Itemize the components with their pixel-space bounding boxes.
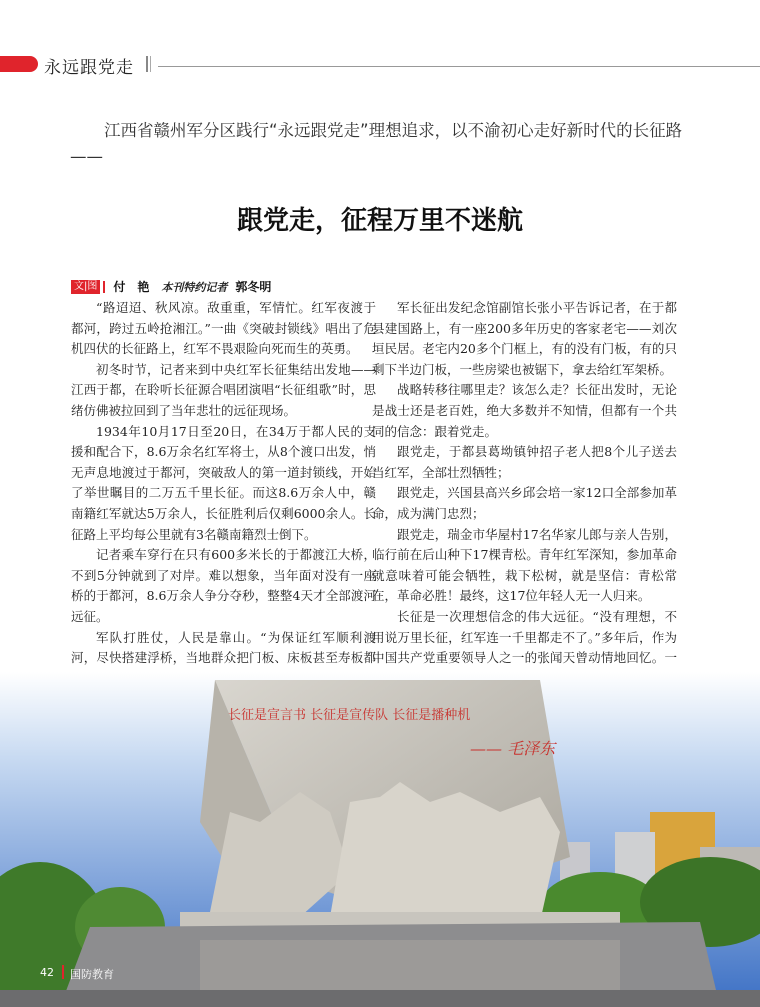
page-number: 42: [40, 966, 54, 979]
author-name: 付 艳: [113, 280, 150, 294]
paragraph: 军长征出发纪念馆副馆长张小平告诉记者，在于都县建国路上，有一座200多年历史的客家老宅——刘次垣民居。老宅内20多个门框上，有的没有门板，有的只剩下半边门板，一些房梁也被锯下，拿去给红军架桥。: [372, 300, 677, 377]
byline-tag: 文|图: [71, 280, 100, 294]
monument-signature: —— 毛泽东: [470, 739, 556, 758]
magazine-name: 国防教育: [70, 968, 114, 981]
paragraph: 战略转移往哪里走？该怎么走？长征出发时，无论是战士还是老百姓，绝大多数并不知情，但都有一个共同的信念：跟着党走。: [372, 382, 677, 439]
byline-bar: [103, 281, 105, 293]
paragraph: 跟党走，兴国县高兴乡邱会培一家12口全部参加革命，成为满门忠烈；: [372, 485, 677, 521]
paragraph: “路迢迢、秋风凉。敌重重，军情忙。红军夜渡于都河，跨过五岭抢湘江。”一曲《突破封锁线》唱出了危机四伏的长征路上，红军不畏艰险向死而生的英勇。: [71, 300, 376, 357]
divider: [146, 56, 148, 72]
left-column: [71, 298, 376, 710]
footer-divider: [62, 965, 64, 979]
divider: [150, 56, 151, 72]
lead-paragraph: 江西省赣州军分区践行“永远跟党走”理想追求，以不渝初心走好新时代的长征路——: [70, 121, 683, 166]
monument-slogan: 长征是宣言书 长征是宣传队 长征是播种机: [228, 708, 471, 723]
section-marker: [0, 56, 38, 72]
section-title: 永远跟党走: [44, 58, 134, 78]
header-rule: [158, 66, 760, 67]
byline: [71, 278, 271, 295]
right-column: [372, 298, 677, 689]
monument-photo: [0, 672, 760, 1007]
paragraph: 军队打胜仗，人民是靠山。“为保证红军顺利渡河，尽快搭建浮桥，当地群众把门板、床板甚至寿板都: [71, 629, 376, 666]
paragraph: 跟党走，瑞金市华屋村17名华家儿郎与亲人告别，临行前在后山种下17棵青松。青年红军深知，参加革命就意味着可能会牺牲，栽下松树，就是坚信：青松常在，革命必胜！最终，这17位年轻人无一人归来。: [372, 526, 677, 604]
author-role: 本刊特约记者: [161, 280, 228, 294]
paragraph: 跟党走，于都县葛坳镇钟招子老人把8个儿子送去当红军，全部壮烈牺牲；: [372, 444, 677, 480]
paragraph: 1934年10月17日至20日，在34万于都人民的支援和配合下，8.6万余名红军将士，从8个渡口出发，悄无声息地渡过于都河，突破敌人的第一道封锁线，开始了举世瞩目的二万五千里长征。而这8.6万余人中，赣南籍红军就达5万余人，长征胜利后仅剩6000余人。长征路上平均每公里就有3名赣南籍烈士倒下。: [71, 423, 376, 542]
coauthor-name: 郭冬明: [235, 280, 272, 294]
paragraph: 初冬时节，记者来到中央红军长征集结出发地——江西于都，在聆听长征源合唱团演唱“长征组歌”时，思绪仿佛被拉回到了当年悲壮的远征现场。: [71, 361, 376, 418]
article-title: 跟党走，征程万里不迷航: [236, 206, 523, 236]
paragraph: 长征是一次理想信念的伟大远征。“没有理想，不用说万里长征，红军连一千里都走不了。”多年后，作为中国共产党重要领导人之一的张闻天曾动情地回忆。一: [372, 608, 677, 666]
paragraph: 记者乘车穿行在只有600多米长的于都渡江大桥，不到5分钟就到了对岸。难以想象，当年面对没有一座桥的于都河，8.6万余人争分夺秒，整整4天才全部渡河远征。: [71, 547, 376, 624]
